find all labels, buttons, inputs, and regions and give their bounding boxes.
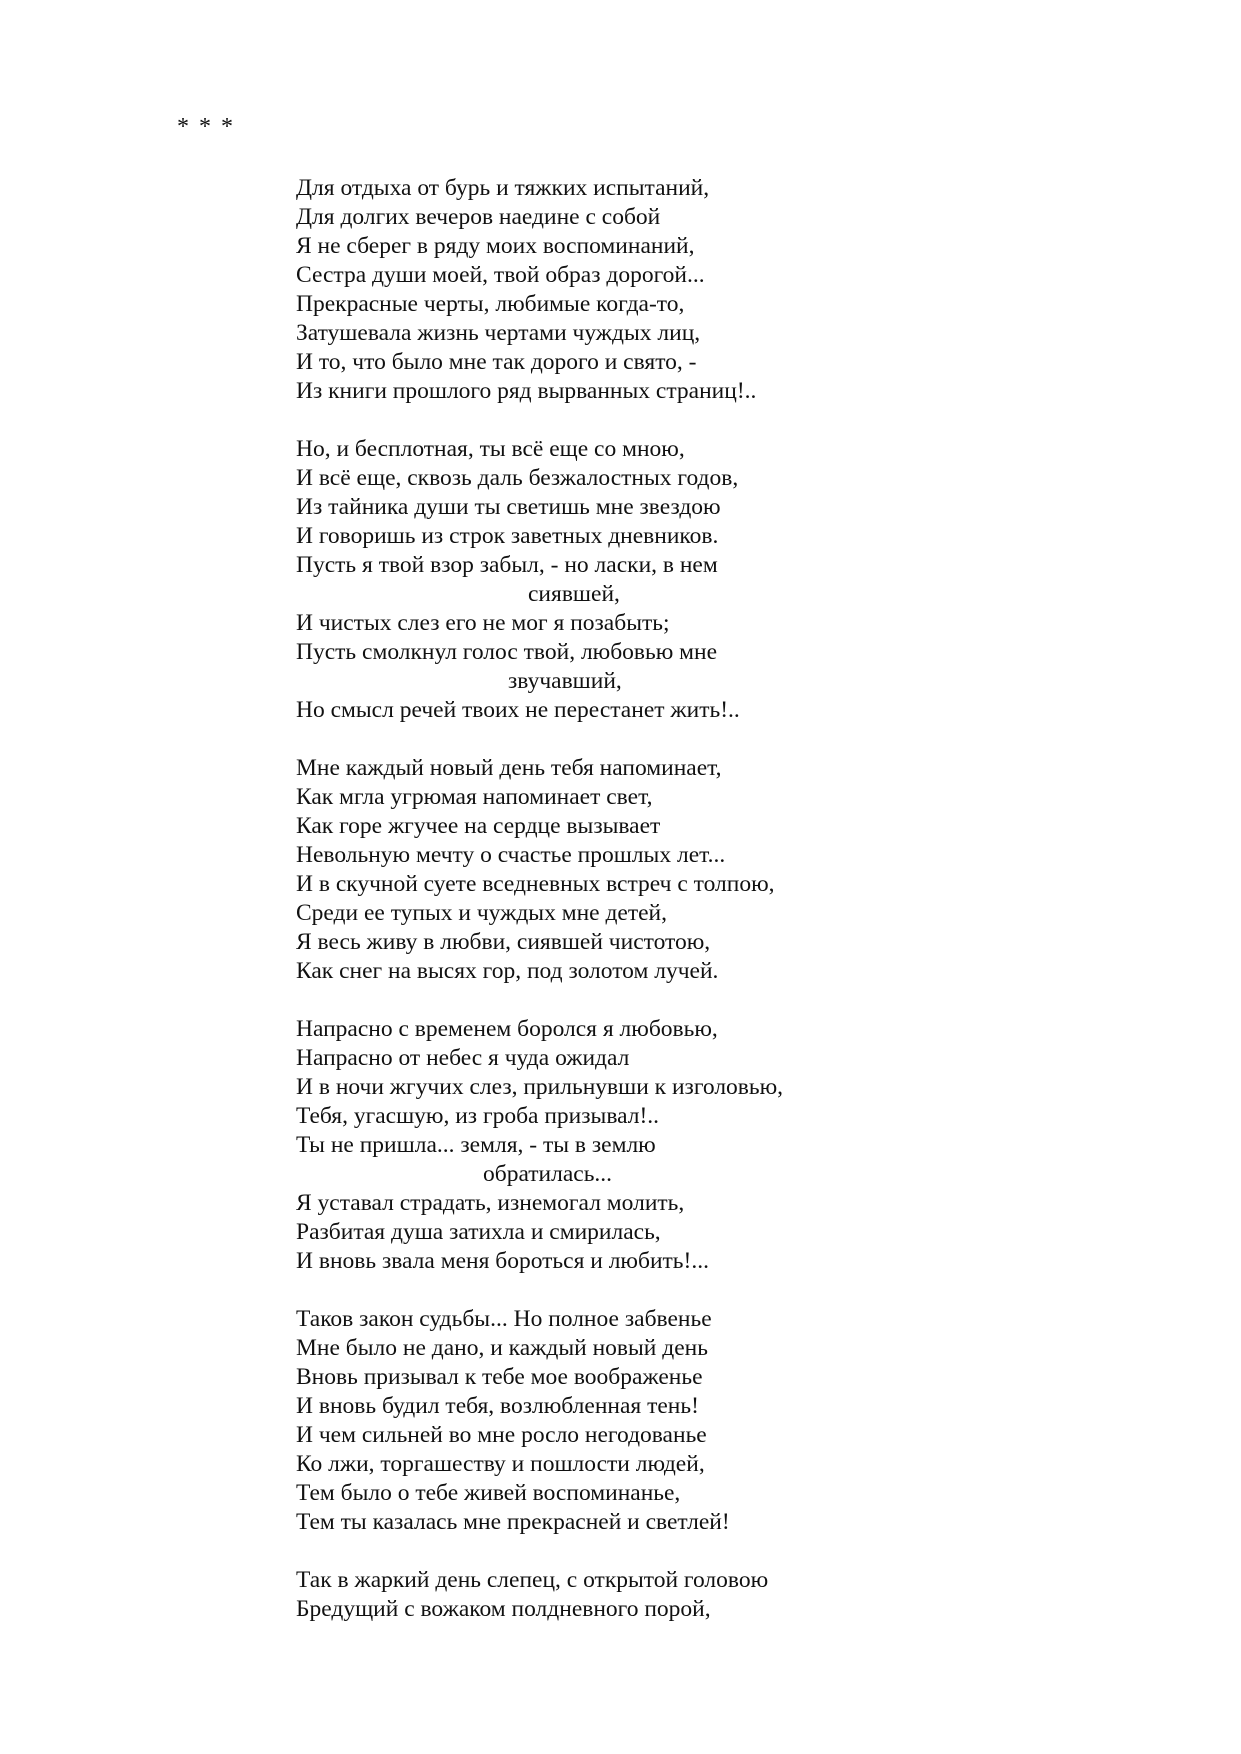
poem-line: Тем ты казалась мне прекрасней и светлей!	[296, 1509, 730, 1535]
poem-line: Пусть смолкнул голос твой, любовью мне	[296, 639, 718, 665]
poem-line: Для долгих вечеров наедине с собой	[296, 204, 661, 230]
poem-line-continuation: сиявшей,	[528, 581, 620, 607]
poem-line-continuation: звучавший,	[508, 668, 622, 694]
poem-line: Из тайника души ты светишь мне звездою	[296, 494, 721, 520]
poem-line: И то, что было мне так дорого и свято, -	[296, 349, 697, 375]
poem-line: Вновь призывал к тебе мое воображенье	[296, 1364, 703, 1390]
poem-line: Как мгла угрюмая напоминает свет,	[296, 784, 653, 810]
poem-line-continuation: обратилась...	[483, 1161, 613, 1187]
poem-line: Я не сберег в ряду моих воспоминаний,	[296, 233, 695, 259]
poem-line: Тем было о тебе живей воспоминанье,	[296, 1480, 681, 1506]
stanza-1	[296, 174, 1076, 406]
poem-line: Сестра души моей, твой образ дорогой...	[296, 262, 705, 288]
poem-line: Я весь живу в любви, сиявшей чистотою,	[296, 929, 711, 955]
poem-line: Ко лжи, торгашеству и пошлости людей,	[296, 1451, 705, 1477]
poem-line: Напрасно с временем боролся я любовью,	[296, 1016, 718, 1042]
poem-line: Но смысл речей твоих не перестанет жить!..	[296, 697, 740, 723]
poem-line: Пусть я твой взор забыл, - но ласки, в нем	[296, 552, 718, 578]
poem-line: И говоришь из строк заветных дневников.	[296, 523, 719, 549]
poem-line: Таков закон судьбы... Но полное забвенье	[296, 1306, 712, 1332]
poem-line: Прекрасные черты, любимые когда-то,	[296, 291, 685, 317]
poem-line: Среди ее тупых и чуждых мне детей,	[296, 900, 667, 926]
poem-line: Разбитая душа затихла и смирилась,	[296, 1219, 661, 1245]
stanza-6	[296, 1566, 1076, 1624]
stanza-5	[296, 1305, 1076, 1537]
poem-line: И всё еще, сквозь даль безжалостных годов,	[296, 465, 739, 491]
poem-line: Для отдыха от бурь и тяжких испытаний,	[296, 175, 710, 201]
poem-line: И чем сильней во мне росло негодованье	[296, 1422, 707, 1448]
poem-line: И вновь будил тебя, возлюбленная тень!	[296, 1393, 699, 1419]
section-separator: * * *	[177, 114, 235, 140]
poem-line: Мне было не дано, и каждый новый день	[296, 1335, 708, 1361]
poem-line: Мне каждый новый день тебя напоминает,	[296, 755, 722, 781]
poem-line: Тебя, угасшую, из гроба призывал!..	[296, 1103, 660, 1129]
poem-line: Затушевала жизнь чертами чуждых лиц,	[296, 320, 701, 346]
poem-line: И в ночи жгучих слез, прильнувши к изголовью,	[296, 1074, 784, 1100]
poem-line: Как снег на высях гор, под золотом лучей.	[296, 958, 719, 984]
stanza-4	[296, 1015, 1076, 1276]
poem-line: И вновь звала меня бороться и любить!...	[296, 1248, 709, 1274]
poem-line: Так в жаркий день слепец, с открытой головою	[296, 1567, 769, 1593]
poem-line: Я уставал страдать, изнемогал молить,	[296, 1190, 685, 1216]
poem-line: Как горе жгучее на сердце вызывает	[296, 813, 661, 839]
poem-line: Бредущий с вожаком полдневного порой,	[296, 1596, 711, 1622]
poem-line: И чистых слез его не мог я позабыть;	[296, 610, 670, 636]
poem-line: И в скучной суете вседневных встреч с толпою,	[296, 871, 775, 897]
poem	[296, 174, 1076, 1653]
poem-line: Напрасно от небес я чуда ожидал	[296, 1045, 630, 1071]
poem-line: Но, и бесплотная, ты всё еще со мною,	[296, 436, 685, 462]
stanza-3	[296, 754, 1076, 986]
poem-line: Невольную мечту о счастье прошлых лет...	[296, 842, 726, 868]
poem-line: Ты не пришла... земля, - ты в землю	[296, 1132, 656, 1158]
stanza-2	[296, 435, 1076, 725]
poem-line: Из книги прошлого ряд вырванных страниц!..	[296, 378, 757, 404]
